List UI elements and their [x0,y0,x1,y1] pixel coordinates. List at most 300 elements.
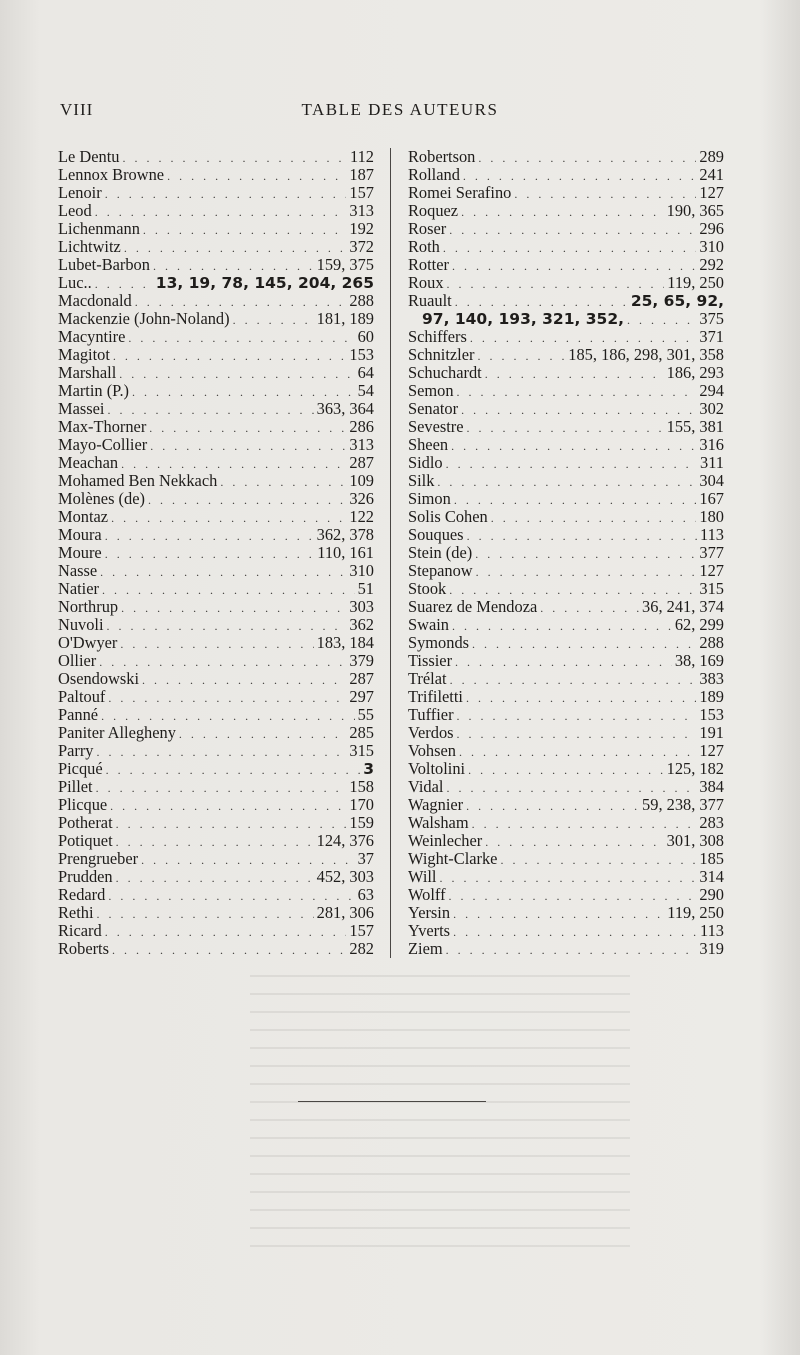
page-references: 297 [349,687,374,706]
page-references: 119, 250 [667,273,724,292]
page-references: 285 [349,723,374,742]
index-entry [58,490,374,508]
index-entry [58,382,374,400]
index-entry [58,580,374,598]
author-name: Wight-Clarke [408,849,498,868]
page-references: 282 [349,939,374,958]
page-references: 157 [349,183,374,202]
page-references: 452, 303 [316,867,374,886]
page-references: 383 [699,669,724,688]
author-name: Will [408,867,437,886]
index-entry [408,436,724,454]
page-references: 363, 364 [316,399,374,418]
index-entry [58,292,374,310]
author-name: Walsham [408,813,469,832]
index-entry [58,418,374,436]
page-references: 185, 186, 298, 301, 358 [568,345,724,364]
dot-leader [459,743,696,761]
author-name: 97, 140, 193, 321, 352, [422,310,625,328]
dot-leader [451,437,696,455]
dot-leader [142,671,346,689]
index-entry [58,868,374,886]
page-references: 294 [699,381,724,400]
index-entry [408,256,724,274]
dot-leader [102,581,355,599]
page-references: 167 [699,489,724,508]
index-entry [408,868,724,886]
dot-leader [143,221,346,239]
author-name: Schiffers [408,327,467,346]
index-entry [58,904,374,922]
page-references: 159 [349,813,374,832]
dot-leader [461,203,664,221]
page-references: 302 [699,399,724,418]
author-name: Picqué [58,759,103,778]
page-references: 286 [349,417,374,436]
page-references: 371 [699,327,724,346]
author-name: Mohamed Ben Nekkach [58,471,218,490]
page-references: 281, 306 [316,903,374,922]
dot-leader [468,761,664,779]
index-entry [408,652,724,670]
page-references: 63 [357,885,374,904]
dot-leader [461,401,696,419]
dot-leader [449,221,696,239]
dot-leader [477,347,565,365]
page-references: 3 [363,760,374,778]
dot-leader [466,797,639,815]
index-entry [58,832,374,850]
page-references: 303 [349,597,374,616]
index-column-right [408,148,724,958]
index-entry [58,544,374,562]
dot-leader [150,437,346,455]
author-name: Pillet [58,777,93,796]
author-name: Voltolini [408,759,466,778]
dot-leader [439,869,696,887]
author-name: Yersin [408,903,451,922]
page-references: 60 [357,327,374,346]
author-name: Roux [408,273,444,292]
page-references: 314 [699,867,724,886]
index-entry [408,616,724,634]
author-name: Trifiletti [408,687,463,706]
dot-leader [167,167,346,185]
page-references: 36, 241, 374 [642,597,724,616]
index-entry [58,508,374,526]
dot-leader [105,185,347,203]
dot-leader [476,563,697,581]
page-references: 315 [699,579,724,598]
index-entry [408,346,724,364]
index-entry [408,508,724,526]
index-entry [408,238,724,256]
dot-leader [128,329,354,347]
page-references: 292 [699,255,724,274]
dot-leader [149,419,346,437]
author-name: Potherat [58,813,113,832]
page-references: 377 [699,543,724,562]
author-name: Simon [408,489,451,508]
dot-leader [121,599,346,617]
index-entry [58,742,374,760]
author-name: Moure [58,543,102,562]
dot-leader [116,815,347,833]
author-name: Roser [408,219,447,238]
author-name: Max-Thorner [58,417,147,436]
dot-leader [485,833,663,851]
page-references: 59, 238, 377 [642,795,724,814]
page-references: 241 [699,165,724,184]
index-entry [408,778,724,796]
page-references: 124, 376 [316,831,374,850]
author-name: Rotter [408,255,449,274]
index-entry [58,328,374,346]
author-name: Marshall [58,363,117,382]
page-references: 190, 365 [666,201,724,220]
index-entry [58,202,374,220]
author-name: Suarez de Mendoza [408,597,538,616]
index-entry [58,562,374,580]
index-entry [408,760,724,778]
index-entry [408,634,724,652]
index-entry [58,184,374,202]
index-entry [58,148,374,166]
dot-leader [485,365,664,383]
page-references: 290 [699,885,724,904]
index-entry [408,526,724,544]
page-references: 311 [700,453,724,472]
author-name: Swain [408,615,449,634]
dot-leader [100,563,346,581]
index-entry [408,292,724,310]
dot-leader [111,509,346,527]
index-entry [58,922,374,940]
dot-leader [153,257,314,275]
author-name: Panné [58,705,99,724]
index-entry [58,526,374,544]
index-entry [408,544,724,562]
index-entry [408,490,724,508]
dot-leader [119,365,354,383]
author-name: Solis Cohen [408,507,488,526]
author-name: Vidal [408,777,444,796]
dot-leader [452,257,696,275]
dot-leader [105,923,347,941]
page-references: 153 [699,705,724,724]
author-name: Verdos [408,723,454,742]
author-name: Weinlecher [408,831,483,850]
author-name: Redard [58,885,106,904]
page-references: 362 [349,615,374,634]
author-name: Natier [58,579,99,598]
author-name: Roquez [408,201,459,220]
page-references: 38, 169 [674,651,724,670]
dot-leader [447,275,665,293]
author-name: Prengrueber [58,849,139,868]
page-references: 127 [699,741,724,760]
show-through-text [250,965,630,1255]
page-references: 319 [699,939,724,958]
author-name: O'Dwyer [58,633,118,652]
index-entry [58,616,374,634]
page-references: 157 [349,921,374,940]
running-title: TABLE DES AUTEURS [301,100,499,119]
index-entry [408,598,724,616]
author-name: Moura [58,525,102,544]
dot-leader [446,455,697,473]
page-references: 155, 381 [666,417,724,436]
page-references: 113 [700,525,724,544]
author-name: Lichenmann [58,219,140,238]
dot-leader [455,293,628,311]
author-name: Vohsen [408,741,456,760]
index-entry [408,472,724,490]
author-name: Nasse [58,561,98,580]
author-name: Sidlo [408,453,443,472]
author-name: Paltouf [58,687,106,706]
dot-leader [233,311,314,329]
index-entry [408,184,724,202]
index-entry [58,238,374,256]
index-entry [408,832,724,850]
dot-leader [540,599,639,617]
author-name: Trélat [408,669,447,688]
page-references: 191 [699,723,724,742]
author-name: Lubet-Barbon [58,255,150,274]
dot-leader [443,239,697,257]
page-references: 158 [349,777,374,796]
index-entry [58,364,374,382]
page-references: 372 [349,237,374,256]
author-name: Le Dentu [58,147,120,166]
author-name: Sheen [408,435,449,454]
index-entry [58,256,374,274]
index-entry [58,814,374,832]
author-name: Robertson [408,147,476,166]
author-name: Wolff [408,885,446,904]
author-name: Stepanow [408,561,473,580]
index-entry [58,310,374,328]
index-entry [408,418,724,436]
index-entry [58,760,374,778]
page-references: 54 [357,381,374,400]
page-references: 62, 299 [674,615,724,634]
page-references: 362, 378 [316,525,374,544]
index-entry [408,310,724,328]
page-references: 25, 65, 92, [630,292,724,310]
page-references: 110, 161 [317,543,374,562]
dot-leader [466,689,696,707]
author-name: Silk [408,471,435,490]
index-entry [408,886,724,904]
page-folio: VIII [60,100,94,119]
dot-leader [478,149,696,167]
page-references: 379 [349,651,374,670]
dot-leader [120,635,313,653]
index-entry [408,220,724,238]
page-references: 304 [699,471,724,490]
index-entry [408,940,724,958]
author-name: Rolland [408,165,460,184]
author-name: Rethi [58,903,94,922]
index-entry [408,850,724,868]
dot-leader [467,527,697,545]
index-entry [408,742,724,760]
page-references: 13, 19, 78, 145, 204, 265 [155,274,374,292]
page-references: 289 [699,147,724,166]
index-entry [408,670,724,688]
author-name: Paniter Allegheny [58,723,176,742]
author-name: Stook [408,579,447,598]
author-name: Semon [408,381,454,400]
dot-leader [457,707,697,725]
index-entry [408,562,724,580]
dot-leader [627,311,696,329]
author-name: Magitot [58,345,110,364]
index-entry [58,724,374,742]
dot-leader [491,509,697,527]
author-name: Stein (de) [408,543,473,562]
index-entry [58,472,374,490]
dot-leader [472,635,696,653]
author-name: Meachan [58,453,119,472]
page-references: 122 [349,507,374,526]
author-name: Lichtwitz [58,237,121,256]
dot-leader [453,923,697,941]
index-entry [408,580,724,598]
dot-leader [453,905,664,923]
dot-leader [467,419,664,437]
author-name: Potiquet [58,831,113,850]
page-references: 288 [699,633,724,652]
dot-leader [97,905,314,923]
page-references: 112 [350,147,374,166]
page-references: 192 [349,219,374,238]
author-name: Symonds [408,633,470,652]
index-entry [58,634,374,652]
dot-leader [148,491,346,509]
page-references: 170 [349,795,374,814]
dot-leader [112,941,346,959]
dot-leader [457,383,697,401]
index-entry [58,706,374,724]
page-references: 119, 250 [667,903,724,922]
dot-leader [475,545,696,563]
author-name: Ruault [408,291,452,310]
author-name: Mackenzie (John-Noland) [58,309,230,328]
page-references: 37 [357,849,374,868]
dot-leader [105,527,314,545]
index-entry [408,724,724,742]
author-name: Ollier [58,651,97,670]
author-name: Lenoir [58,183,102,202]
page-references: 326 [349,489,374,508]
page-references: 310 [349,561,374,580]
page-references: 180 [699,507,724,526]
author-name: Leod [58,201,92,220]
dot-leader [457,725,697,743]
author-name: Roberts [58,939,109,958]
dot-leader [113,347,347,365]
page-references: 315 [349,741,374,760]
index-entry [58,670,374,688]
author-name: Roth [408,237,440,256]
author-name: Tuffier [408,705,454,724]
author-name: Wagnier [408,795,464,814]
page-references: 64 [357,363,374,382]
author-name: Senator [408,399,459,418]
index-entry [58,220,374,238]
index-entry [408,688,724,706]
author-name: Mayo-Collier [58,435,148,454]
author-name: Prudden [58,867,113,886]
author-name: Luc.. [58,273,92,292]
dot-leader [455,653,672,671]
index-entry [408,796,724,814]
author-name: Massei [58,399,105,418]
author-name: Souques [408,525,464,544]
index-entry [408,166,724,184]
dot-leader [116,869,314,887]
dot-leader [96,779,347,797]
author-name: Northrup [58,597,119,616]
dot-leader [472,815,697,833]
page-references: 283 [699,813,724,832]
page-references: 316 [699,435,724,454]
index-entry [58,436,374,454]
index-entry [58,886,374,904]
index-entry [58,778,374,796]
page-references: 109 [349,471,374,490]
index-entry [408,202,724,220]
page-references: 186, 293 [666,363,724,382]
author-name: Sevestre [408,417,464,436]
page-references: 127 [699,183,724,202]
page-references: 310 [699,237,724,256]
author-name: Molènes (de) [58,489,145,508]
author-name: Plicque [58,795,108,814]
page-references: 183, 184 [316,633,374,652]
index-entry [58,274,374,292]
index-entry [58,454,374,472]
author-name: Tissier [408,651,453,670]
page-references: 313 [349,201,374,220]
dot-leader [106,761,361,779]
dot-leader [97,743,347,761]
page-references: 384 [699,777,724,796]
dot-leader [179,725,347,743]
author-name: Montaz [58,507,109,526]
page-references: 301, 308 [666,831,724,850]
index-entry [408,922,724,940]
page-references: 113 [700,921,724,940]
dot-leader [105,545,315,563]
dot-leader [124,239,347,257]
dot-leader [107,617,347,635]
index-entry [58,346,374,364]
dot-leader [446,941,697,959]
index-entry [408,382,724,400]
index-entry [408,706,724,724]
index-entry [408,148,724,166]
author-name: Macyntire [58,327,126,346]
index-entry [408,400,724,418]
index-entry [58,598,374,616]
page-references: 125, 182 [666,759,724,778]
index-entry [58,796,374,814]
index-entry [408,454,724,472]
